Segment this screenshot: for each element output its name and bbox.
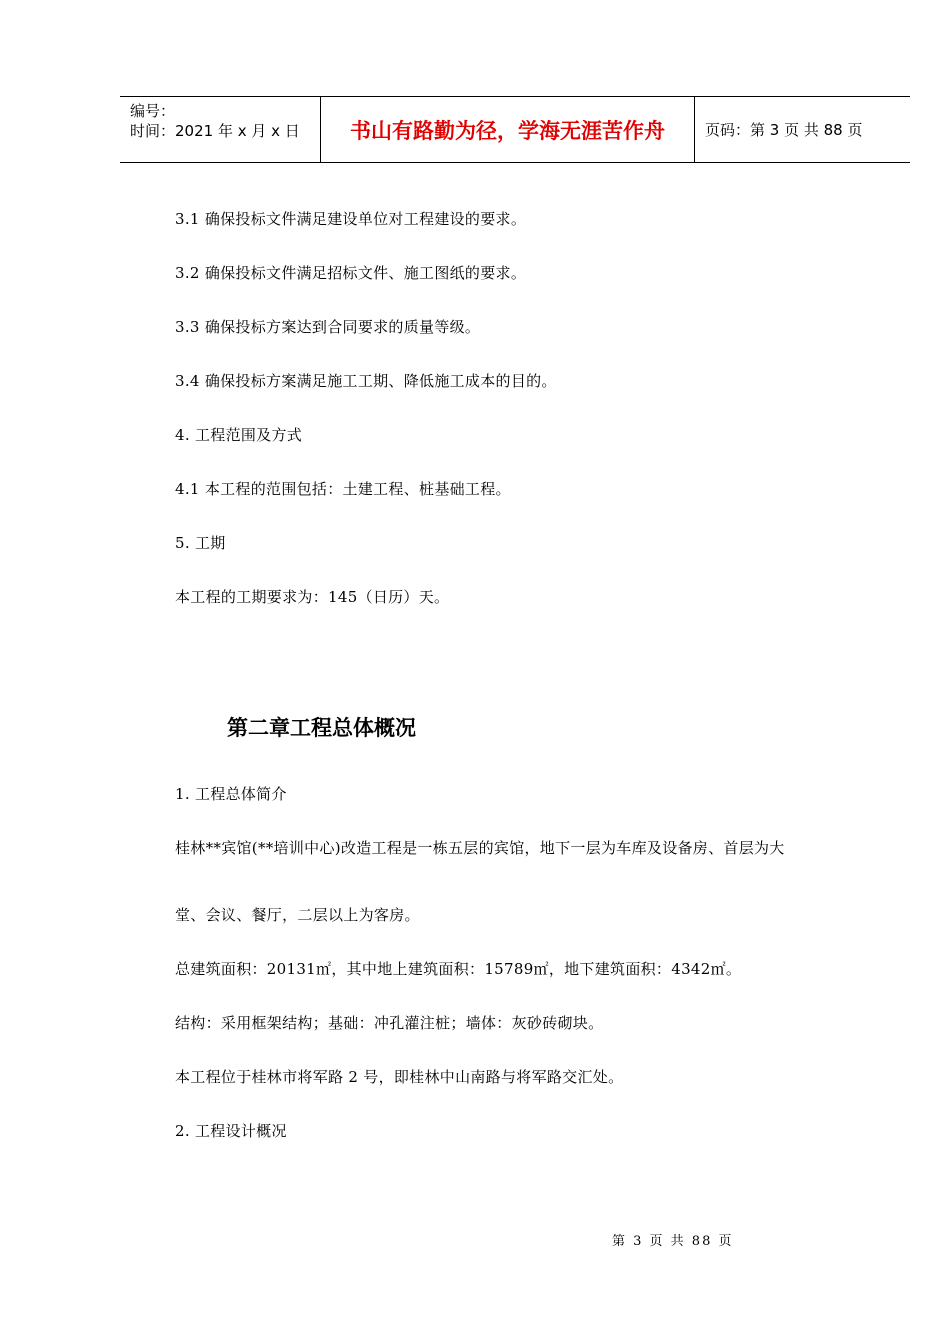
paragraph-3-3: 3.3 确保投标方案达到合同要求的质量等级。: [175, 318, 481, 336]
paragraph-overview-line1: 桂林**宾馆(**培训中心)改造工程是一栋五层的宾馆，地下一层为车库及设备房、首层为大: [175, 839, 785, 857]
paragraph-4-1: 4.1 本工程的范围包括：土建工程、桩基础工程。: [175, 480, 511, 498]
paragraph-area: 总建筑面积：20131㎡，其中地上建筑面积：15789㎡，地下建筑面积：4342㎡。: [175, 960, 742, 978]
footer-page-number: 第 3 页 共 88 页: [612, 1234, 734, 1249]
header-meta: [120, 97, 321, 162]
section-heading-5: 5. 工期: [175, 534, 226, 552]
section-heading-4: 4. 工程范围及方式: [175, 426, 303, 444]
paragraph-3-4: 3.4 确保投标方案满足施工工期、降低施工成本的目的。: [175, 372, 557, 390]
paragraph-structure: 结构：采用框架结构；基础：冲孔灌注桩；墙体：灰砂砖砌块。: [175, 1014, 604, 1032]
header-page-label: 页码：第 3 页 共 88 页: [705, 121, 863, 139]
time-label: 时间：2021 年 x 月 x 日: [130, 122, 300, 140]
header-motto: 书山有路勤为径，学海无涯苦作舟: [321, 97, 695, 162]
paragraph-location: 本工程位于桂林市将军路 2 号，即桂林中山南路与将军路交汇处。: [175, 1068, 624, 1086]
document-header: [120, 96, 910, 163]
chapter-title: 第二章工程总体概况: [227, 716, 416, 740]
paragraph-overview-line2: 堂、会议、餐厅，二层以上为客房。: [175, 906, 420, 924]
paragraph-schedule: 本工程的工期要求为：145（日历）天。: [175, 588, 450, 606]
paragraph-3-1: 3.1 确保投标文件满足建设单位对工程建设的要求。: [175, 210, 527, 228]
subsection-design: 2. 工程设计概况: [175, 1122, 287, 1140]
subsection-overview: 1. 工程总体简介: [175, 785, 287, 803]
paragraph-3-2: 3.2 确保投标文件满足招标文件、施工图纸的要求。: [175, 264, 527, 282]
number-label: 编号：: [130, 102, 176, 120]
